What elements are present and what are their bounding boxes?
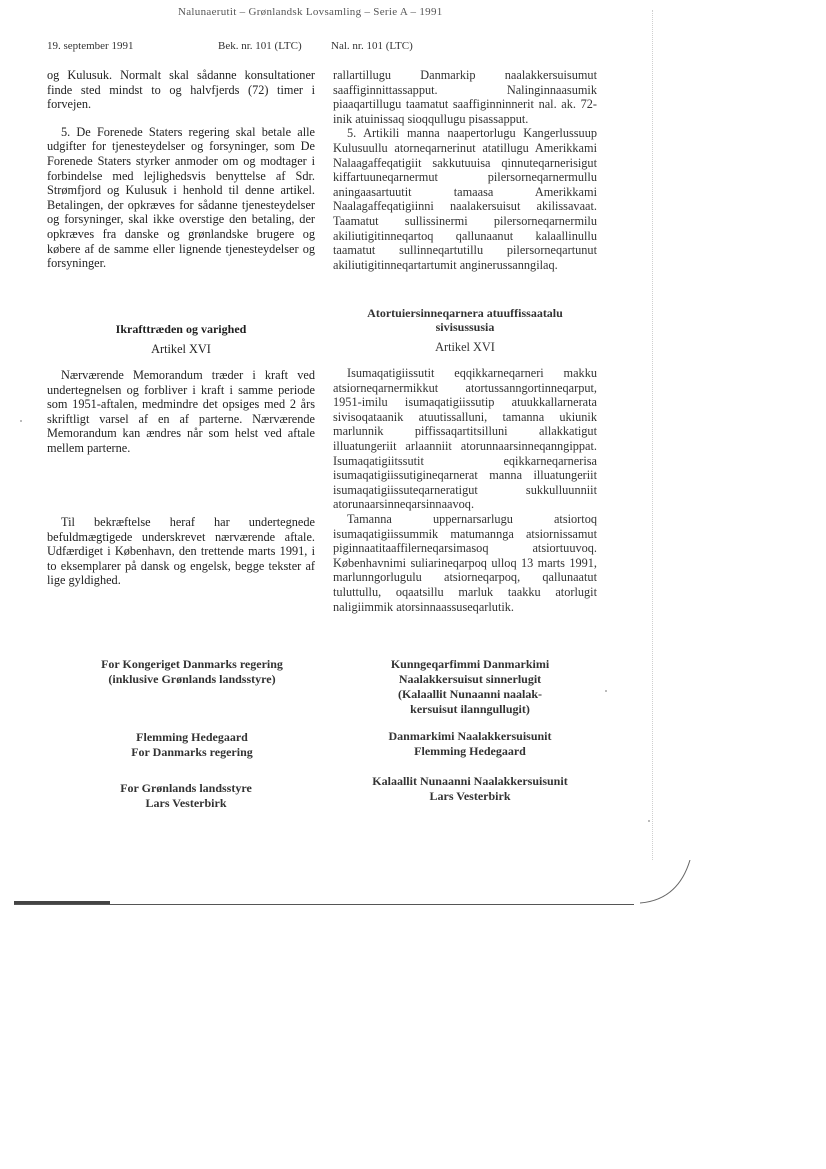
left-section-heading xyxy=(47,322,315,357)
right-paragraph-attestation: Tamanna uppernarsarlugu atsiortoq isumaqatigiissummik matumannga atsiornissamut piginnaatitaaffilerneqarsimasoq atsiortuuvoq. Københavnimi suliarineqarpoq ulloq 13 marts 1991, marlunngorlugulu atsiorneqarpoq, qallunaatut tuluttullu, oqaatsillu marluk taakku atorlugit naligiimmik atorsinnaassuseqarlutik. xyxy=(333,511,597,614)
left-column xyxy=(47,68,315,271)
right-gov-line1: Kunngeqarfimmi Danmarkimi xyxy=(390,657,550,671)
left-signatory-1 xyxy=(60,730,324,760)
scan-right-edge-noise xyxy=(652,10,654,860)
right-signatory-1-name: Flemming Hedegaard xyxy=(414,744,526,758)
right-signatory-2-name: Lars Vesterbirk xyxy=(429,789,511,803)
right-gov-line2: Naalakkersuisut sinnerlugit xyxy=(398,672,542,686)
left-gov-line2: (inklusive Grønlands landsstyre) xyxy=(108,672,276,686)
left-paragraph-attestation: Til bekræftelse heraf har undertegnede befuldmægtigede underskrevet nærværende aftale. Udfærdiget i København, den trettende marts 1991, i to eksemplarer på dansk og engelsk, begge tekster af lige gyldighed. xyxy=(47,515,315,588)
header-bek-number: Bek. nr. 101 (LTC) xyxy=(218,40,302,52)
left-column-lower xyxy=(47,368,315,456)
left-signatory-2-name: Lars Vesterbirk xyxy=(145,796,227,810)
right-section-title-line2: sivisussusia xyxy=(435,320,495,334)
left-signatory-1-name: Flemming Hedegaard xyxy=(136,730,248,744)
right-paragraph-entry-into-force: Isumaqatigiissutit eqqikkarneqarneri makku atsiorneqarnermikkut atortussanngortinneqarput, 1951-imilu isumaqatigiissutip atuukkallarnerata sivisoqataanik atuutissalluni, tamanna ukiunik marlunnik piffissaqartitsilluni allakkatigut illuatungeriit arlaanniit atorunnaarsinneqanngippat. Isumaqatigiitssutit eqikkarneqarnerisa isumaqatigiissutigineqarnerat manna illuatungeriit isumaqatigiissuteqarneratigut sukkulluunniit atorunaarsinneqarsinnaavoq. xyxy=(333,366,597,512)
right-article-number: Artikel XVI xyxy=(435,340,495,354)
left-signatory-2-role: For Grønlands landsstyre xyxy=(120,781,252,795)
header-date: 19. september 1991 xyxy=(47,40,134,52)
left-article-number: Artikel XVI xyxy=(151,342,211,356)
right-column-lower xyxy=(333,366,597,614)
right-paragraph-consultations: rallartillugu Danmarkip naalakkersuisumut saaffiginnittassapput. Nalinginnaasumik piaaqartillugu taamatut saaffiginninnerit nal. ak. 72-inik atuinissaq sioqqullugu pisassapput. xyxy=(333,68,597,126)
right-gov-line4: kersuisut ilanngullugit) xyxy=(410,702,530,716)
left-section-title: Ikrafttræden og varighed xyxy=(115,322,247,336)
scan-speck xyxy=(20,420,22,422)
right-gov-line3: (Kalaallit Nunaanni naalak- xyxy=(397,687,543,701)
page-curl-edge xyxy=(640,860,700,904)
right-signatory-2-role: Kalaallit Nunaanni Naalakkersuisunit xyxy=(372,774,568,788)
left-signatory-1-role: For Danmarks regering xyxy=(131,745,253,759)
scan-speck xyxy=(648,820,650,822)
right-section-title-line1: Atortuiersinneqarnera atuuffissaatalu xyxy=(367,306,563,320)
right-signatory-1-role: Danmarkimi Naalakkersuisunit xyxy=(388,729,552,743)
right-signature-heading xyxy=(338,657,602,717)
left-signatory-2 xyxy=(54,781,318,811)
header-nal-number: Nal. nr. 101 (LTC) xyxy=(331,40,413,52)
right-signatory-1 xyxy=(338,729,602,759)
right-section-heading xyxy=(333,306,597,355)
left-paragraph-entry-into-force: Nærværende Memorandum træder i kraft ved undertegnelsen og forbliver i kraft i samme periode som 1951-aftalen, medmindre det opsiges med 2 års skriftligt varsel af en af parterne. Nærværende Memorandum kan ændres når som helst ved aftale mellem parterne. xyxy=(47,368,315,455)
left-column-closing xyxy=(47,515,315,588)
scan-speck xyxy=(605,690,607,692)
page-bottom-rule xyxy=(14,904,634,905)
left-signature-heading xyxy=(60,657,324,687)
right-signatory-2 xyxy=(338,774,602,804)
running-head: Nalunaerutit – Grønlandsk Lovsamling – Serie A – 1991 xyxy=(178,6,443,18)
left-paragraph-payment: 5. De Forenede Staters regering skal betale alle udgifter for tjenesteydelser og forsyninger, som De Forenede Staters styrker anmoder om og modtager i forbindelse med lejlighedsvis benyttelse af Sdr. Strømfjord og Kulusuk i henhold til denne artikel. Betalingen, der opkræves for sådanne tjenesteydelser og forsyninger, skal ikke overstige den betaling, der opkræves fra danske og grønlandske brugere og købere af de samme eller lignende tjenesteydelser og forsyninger. xyxy=(47,124,315,271)
left-gov-line1: For Kongeriget Danmarks regering xyxy=(101,657,283,671)
left-paragraph-consultations: og Kulusuk. Normalt skal sådanne konsultationer finde sted mindst to og halvfjerds (72) timer i forvejen. xyxy=(47,68,315,112)
right-paragraph-payment: 5. Artikili manna naapertorlugu Kangerlussuup Kulusuullu atorneqarnerinut atatillugu Amerikkami Nalaagaffeqatigiit sakkutuuisa qinnuteqarnerisigut kiffartuuneqarnermut pilersorneqarnermullu aningaasartuutit tamaasa Amerikkami Naalagaffeqatigiinni naalakersuisut akilissavaat. Taamatut sullissinermi pilersorneqarnermilu akiliutigitinneqartoq qallunaanut kalaallinullu taamatut sullinneqartutillu pilersorneqartunut akiliutigitinneqartartumit anginerussanngilaq. xyxy=(333,126,597,272)
right-column xyxy=(333,68,597,272)
